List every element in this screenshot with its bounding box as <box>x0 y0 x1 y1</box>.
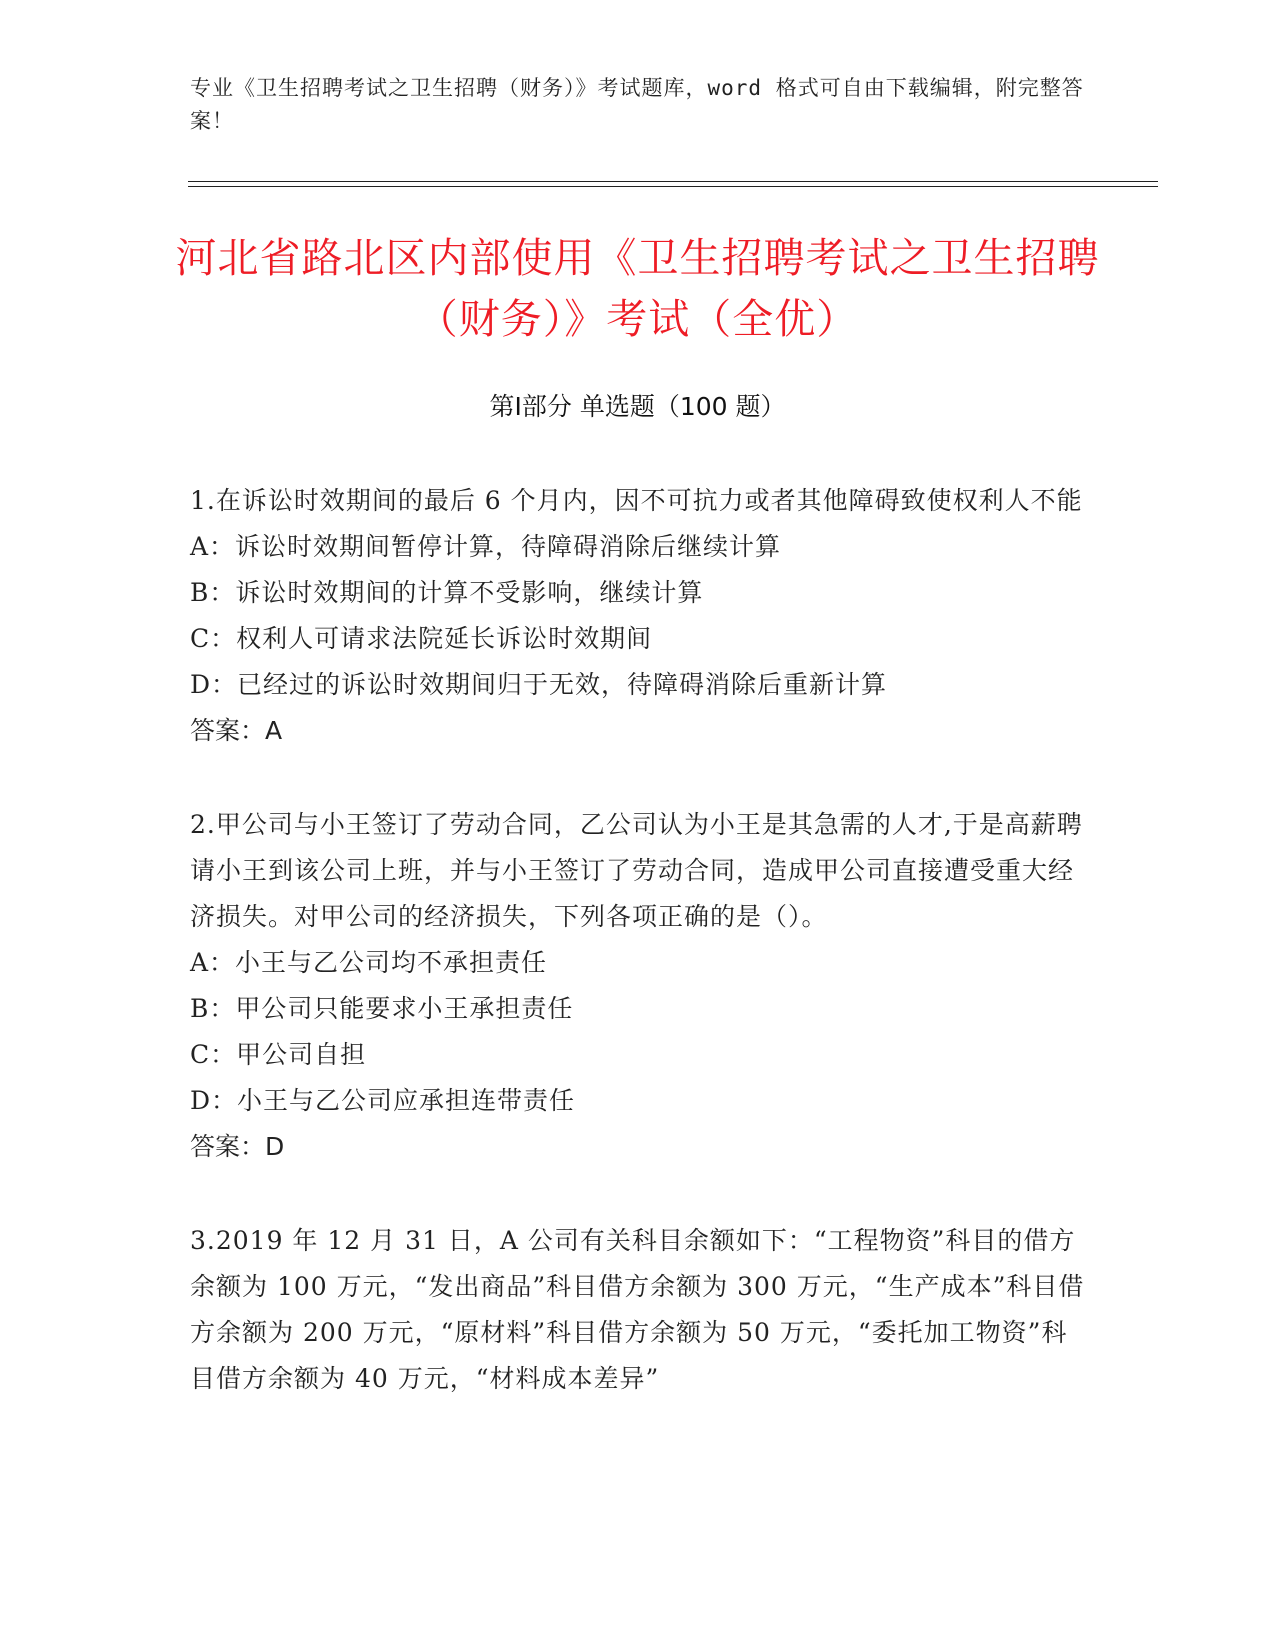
question-text: 2.甲公司与小王签订了劳动合同，乙公司认为小王是其急需的人才,于是高薪聘请小王到该公司上班，并与小王签订了劳动合同，造成甲公司直接遭受重大经济损失。对甲公司的经济损失，下列各项正确的是（）。 <box>190 810 1083 931</box>
option-d: D：已经过的诉讼时效期间归于无效，待障碍消除后重新计算 <box>190 670 888 699</box>
question-text: 3.2019 年 12 月 31 日，A 公司有关科目余额如下：“工程物资”科目的借方余额为 100 万元，“发出商品”科目借方余额为 300 万元，“生产成本”科目借方余额为 200 万元，“原材料”科目借方余额为 50 万元，“委托加工物资”科目借方余额为 40 万元，“材料成本差异” <box>190 1226 1085 1393</box>
option-a: A：诉讼时效期间暂停计算，待障碍消除后继续计算 <box>190 532 782 561</box>
question-2 <box>190 802 1090 1170</box>
option-d: D：小王与乙公司应承担连带责任 <box>190 1086 576 1115</box>
question-list <box>190 478 1090 1402</box>
section-heading: 第Ⅰ部分 单选题（100 题） <box>489 392 786 421</box>
option-b: B：诉讼时效期间的计算不受影响，继续计算 <box>190 578 704 607</box>
answer: 答案：A <box>190 716 283 745</box>
question-text: 1.在诉讼时效期间的最后 6 个月内，因不可抗力或者其他障碍致使权利人不能 <box>190 486 1083 515</box>
question-1 <box>190 478 1090 754</box>
option-c: C：甲公司自担 <box>190 1040 367 1069</box>
option-a: A：小王与乙公司均不承担责任 <box>190 948 548 977</box>
header-note: 专业《卫生招聘考试之卫生招聘（财务）》考试题库，word 格式可自由下载编辑，附完整答案！ <box>190 76 1084 133</box>
answer: 答案：D <box>190 1132 285 1161</box>
header-rule-top <box>188 181 1158 182</box>
document-title: 河北省路北区内部使用《卫生招聘考试之卫生招聘（财务）》考试（全优） <box>175 234 1100 343</box>
option-b: B：甲公司只能要求小王承担责任 <box>190 994 574 1023</box>
option-c: C：权利人可请求法院延长诉讼时效期间 <box>190 624 653 653</box>
question-3 <box>190 1218 1090 1402</box>
header-rule-bottom <box>188 186 1158 187</box>
